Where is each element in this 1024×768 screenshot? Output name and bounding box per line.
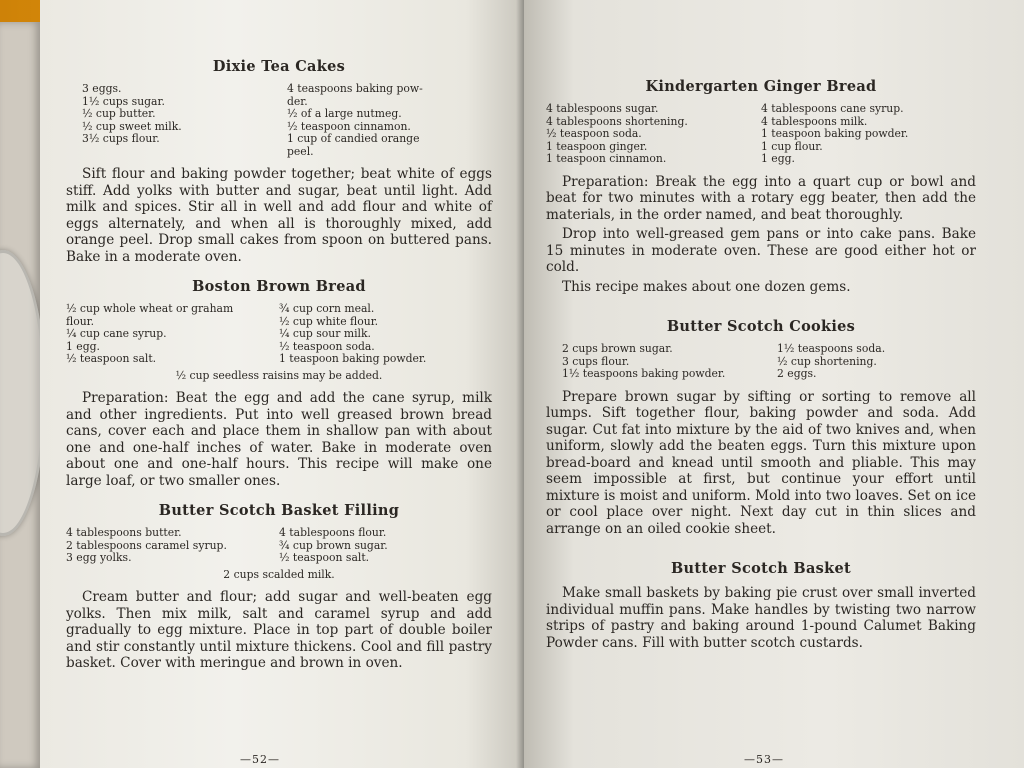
ingredient-item: 1 teaspoon cinnamon. [546,152,667,165]
page-number-right: —53— [744,753,784,766]
ingredient-item: 1 cup of candied orange [287,132,420,145]
ingredient-item: ½ teaspoon salt. [279,551,370,564]
instructions-boston-brown-bread: Preparation: Beat the egg and add the cane syrup, milk and other ingredients. Put into well greased brown bread cans, cover each and place them in shallow pan with about one and one-half inches of water. Bake in moderate oven about one and one-half hours. This recipe will make one large loaf, or two smaller ones. [66,390,492,489]
ingredient-item: 1 teaspoon baking powder. [279,352,427,365]
recipe-title-boston-brown-bread: Boston Brown Bread [192,278,366,295]
ingredient-item: ¾ cup brown sugar. [279,538,388,552]
ingredient-item: ½ of a large nutmeg. [287,107,402,120]
ingredient-item: peel. [287,144,314,158]
instructions-butter-scotch-cookies: Prepare brown sugar by sifting or sorting to remove all lumps. Sift together flour, baking powder and soda. Add sugar. Cut fat into mixture by the aid of two knives and, when uniform, slowly add the beaten eggs. Turn this mixture upon bread-board and knead until smooth and pliable. This may seem impossible at first, but continue your effort until mixture is moist and uniform. Mold into two loaves. Set on ice or cool place over night. Next day cut in thin slices and arrange on an oiled cookie sheet. [546,388,976,537]
ingredients-right-column [279,303,492,366]
ingredient-item: flour. [66,314,95,328]
ingredients-left-column [66,527,279,565]
ingredients-left-column [66,303,279,366]
ingredients-ginger-bread [546,103,976,166]
ingredient-item: ½ teaspoon cinnamon. [287,119,411,133]
recipe-title-butter-scotch-basket-filling: Butter Scotch Basket Filling [158,502,400,519]
instructions-basket-filling: Cream butter and flour; add sugar and well-beaten egg yolks. Then mix milk, salt and caramel syrup and add gradually to egg mixture. Place in top part of double boiler and stir constantly until mixture thickens. Cool and fill pastry basket. Cover with meringue and brown in oven. [66,589,492,671]
ingredient-optional-raisins: ½ cup seedless raisins may be added. [175,368,383,382]
instructions-ginger-bread-yield: This recipe makes about one dozen gems. [562,278,851,295]
ingredient-item: 3 eggs. [82,82,122,95]
ingredient-item: 4 teaspoons baking pow- [287,82,423,95]
ingredient-item: ½ cup butter. [82,107,156,120]
ingredients-left-column [66,83,287,158]
ingredients-basket-filling [66,527,492,565]
ingredient-item: 1 egg. [66,339,100,353]
instructions-ginger-bread-baking: Drop into well-greased gem pans or into cake pans. Bake 15 minutes in moderate oven. These are good either hot or cold. [546,226,976,275]
ingredient-item: ½ cup shortening. [777,354,877,368]
ingredient-item: 1 egg. [761,152,795,165]
instructions-dixie-tea-cakes: Sift flour and baking powder together; beat white of eggs stiff. Add yolks with butter and sugar, beat until light. Add milk and spices. Stir all in well and add flour and white of eggs alternately, and when all is thoroughly mixed, add orange peel. Drop small cakes from spoon on buttered pans. Bake in a moderate oven. [66,166,492,265]
ingredient-item: 3 cups flour. [562,354,630,368]
ingredients-left-column [546,103,761,166]
ingredient-item: 1½ teaspoons baking powder. [562,367,726,380]
page-number-left: —52— [240,753,280,766]
ingredients-right-column [279,527,492,565]
ingredient-item: 2 cups brown sugar. [562,342,673,355]
ingredient-item: 3 egg yolks. [66,551,132,564]
ingredient-item: 1 teaspoon ginger. [546,139,648,153]
ingredient-item: 4 tablespoons butter. [66,526,182,539]
ingredient-item: 3½ cups flour. [82,132,160,145]
ingredients-right-column [287,83,492,158]
recipe-title-butter-scotch-cookies: Butter Scotch Cookies [666,318,856,335]
recipe-title-dixie-tea-cakes: Dixie Tea Cakes [212,58,346,75]
ingredient-item: 2 tablespoons caramel syrup. [66,538,227,552]
left-page [40,0,524,768]
ingredient-item: ½ teaspoon soda. [279,339,375,353]
ingredient-item: ¾ cup corn meal. [279,302,375,315]
ingredient-item: 1 teaspoon baking powder. [761,127,909,140]
ingredient-item: 2 eggs. [777,367,817,380]
ingredient-item: ½ cup whole wheat or graham [66,302,234,315]
ingredient-item: 4 tablespoons flour. [279,526,387,539]
ingredient-item: 4 tablespoons sugar. [546,102,659,115]
recipe-title-kindergarten-ginger-bread: Kindergarten Ginger Bread [645,78,877,95]
instructions-ginger-bread-preparation: Preparation: Break the egg into a quart cup or bowl and beat for two minutes with a rotary egg beater, then add the materials, in the order named, and beat thoroughly. [546,173,976,223]
instructions-butter-scotch-basket: Make small baskets by baking pie crust over small inverted individual muffin pans. Make handles by twisting two narrow strips of pastry and baking around 1-pound Calumet Baking Powder cans. Fill with butter scotch custards. [546,585,976,651]
ingredients-right-column [761,343,976,381]
ingredient-item: ½ cup white flour. [279,314,379,328]
right-page [524,0,1024,768]
ingredients-left-column [546,343,761,381]
ingredient-item: 1½ cups sugar. [82,94,165,108]
ingredients-butter-scotch-cookies [546,343,976,381]
ingredient-item: 1½ teaspoons soda. [777,342,886,355]
ingredient-item: ½ teaspoon salt. [66,352,157,365]
ingredient-item: 4 tablespoons milk. [761,114,868,128]
ingredient-item: ½ cup sweet milk. [82,119,182,133]
ingredient-item: ½ teaspoon soda. [546,127,642,140]
recipe-title-butter-scotch-basket: Butter Scotch Basket [671,560,851,577]
ingredient-item: 4 tablespoons shortening. [546,114,688,128]
ingredient-item: ¼ cup cane syrup. [66,327,167,340]
ingredients-right-column [761,103,976,166]
ingredient-item: 1 cup flour. [761,139,823,153]
ingredient-item: der. [287,94,308,108]
ingredients-dixie-tea-cakes [66,83,492,158]
ingredient-item: ¼ cup sour milk. [279,327,371,340]
ingredients-boston-brown-bread [66,303,492,366]
ingredient-item: 4 tablespoons cane syrup. [761,102,904,115]
ingredient-scalded-milk: 2 cups scalded milk. [223,567,335,581]
